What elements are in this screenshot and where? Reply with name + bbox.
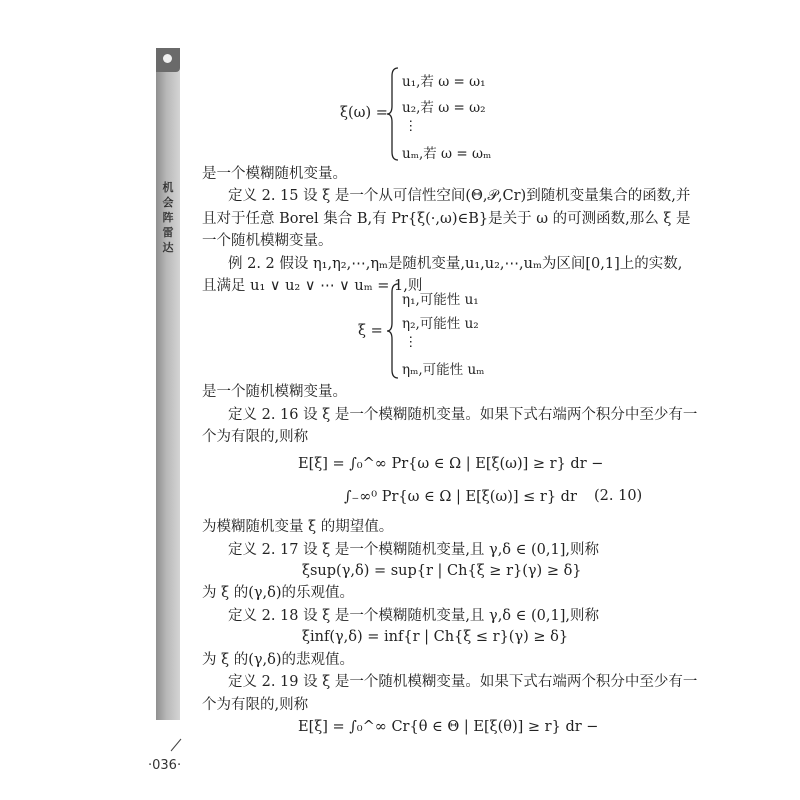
definition-2-15: 定义 2. 15 设 ξ 是一个从可信性空间(Θ,𝒫,Cr)到随机变量集合的函数,并 bbox=[228, 188, 691, 204]
text-line: 是一个随机模糊变量。 bbox=[202, 384, 347, 400]
definition-2-17: 定义 2. 17 设 ξ 是一个模糊随机变量,且 γ,δ ∈ (0,1],则称 bbox=[228, 542, 599, 558]
text-line: 且对于任意 Borel 集合 B,有 Pr{ξ(·,ω)∈B}是关于 ω 的可测函数,那么 ξ 是 bbox=[202, 211, 691, 227]
chapter-sidebar bbox=[156, 48, 180, 720]
page-number: ·036· bbox=[148, 758, 182, 773]
sidebar-char: 达 bbox=[162, 241, 174, 254]
eq1-case-2: u₂,若 ω = ω₂ bbox=[402, 100, 486, 116]
eq1-case-3: ⋮ bbox=[404, 118, 418, 134]
text-line: 一个随机模糊变量。 bbox=[202, 233, 333, 249]
example-2-2: 例 2. 2 假设 η₁,η₂,⋯,ηₘ是随机变量,u₁,u₂,⋯,uₘ为区间[0,1]上的实数, bbox=[228, 256, 683, 272]
text-line: 是一个模糊随机变量。 bbox=[202, 166, 347, 182]
eq3-line-2: ∫₋∞⁰ Pr{ω ∈ Ω | E[ξ(ω)] ≤ r} dr bbox=[344, 489, 577, 505]
text-line: 为 ξ 的(γ,δ)的乐观值。 bbox=[202, 585, 355, 601]
eq5: ξinf(γ,δ) = inf{r | Ch{ξ ≤ r}(γ) ≥ δ} bbox=[302, 629, 569, 645]
eq3-line-1: E[ξ] = ∫₀^∞ Pr{ω ∈ Ω | E[ξ(ω)] ≥ r} dr − bbox=[298, 456, 604, 472]
definition-2-18: 定义 2. 18 设 ξ 是一个模糊随机变量,且 γ,δ ∈ (0,1],则称 bbox=[228, 608, 599, 624]
text-line: 个为有限的,则称 bbox=[202, 697, 309, 713]
text-line: 个为有限的,则称 bbox=[202, 429, 309, 445]
eq2-case-1: η₁,可能性 u₁ bbox=[402, 292, 479, 308]
sidebar-char: 阵 bbox=[162, 211, 174, 224]
sidebar-char: 会 bbox=[162, 196, 174, 209]
sidebar-dot-icon bbox=[163, 54, 172, 63]
eq2-brace bbox=[386, 282, 400, 380]
page-corner-slash bbox=[170, 738, 182, 752]
eq1-case-4: uₘ,若 ω = ωₘ bbox=[402, 146, 492, 162]
eq4: ξsup(γ,δ) = sup{r | Ch{ξ ≥ r}(γ) ≥ δ} bbox=[302, 563, 582, 579]
sidebar-book-title bbox=[161, 180, 175, 255]
equation-number: (2. 10) bbox=[594, 488, 643, 504]
eq1-case-1: u₁,若 ω = ω₁ bbox=[402, 74, 486, 90]
text-line: 且满足 u₁ ∨ u₂ ∨ ⋯ ∨ uₘ = 1,则 bbox=[202, 278, 423, 294]
text-line: 为模糊随机变量 ξ 的期望值。 bbox=[202, 519, 394, 535]
sidebar-char: 雷 bbox=[162, 226, 174, 239]
text-line: 为 ξ 的(γ,δ)的悲观值。 bbox=[202, 652, 355, 668]
eq1-brace bbox=[386, 66, 400, 162]
eq1-lhs: ξ(ω) = bbox=[340, 105, 388, 121]
sidebar-char: 机 bbox=[162, 181, 174, 194]
eq2-lhs: ξ = bbox=[358, 323, 383, 339]
sidebar-tab bbox=[156, 48, 180, 72]
eq2-case-2: η₂,可能性 u₂ bbox=[402, 316, 479, 332]
eq2-case-4: ηₘ,可能性 uₘ bbox=[402, 362, 485, 378]
definition-2-19: 定义 2. 19 设 ξ 是一个随机模糊变量。如果下式右端两个积分中至少有一 bbox=[228, 674, 698, 690]
definition-2-16: 定义 2. 16 设 ξ 是一个模糊随机变量。如果下式右端两个积分中至少有一 bbox=[228, 407, 698, 423]
eq2-case-3: ⋮ bbox=[404, 334, 418, 350]
eq6: E[ξ] = ∫₀^∞ Cr{θ ∈ Θ | E[ξ(θ)] ≥ r} dr − bbox=[298, 719, 599, 735]
